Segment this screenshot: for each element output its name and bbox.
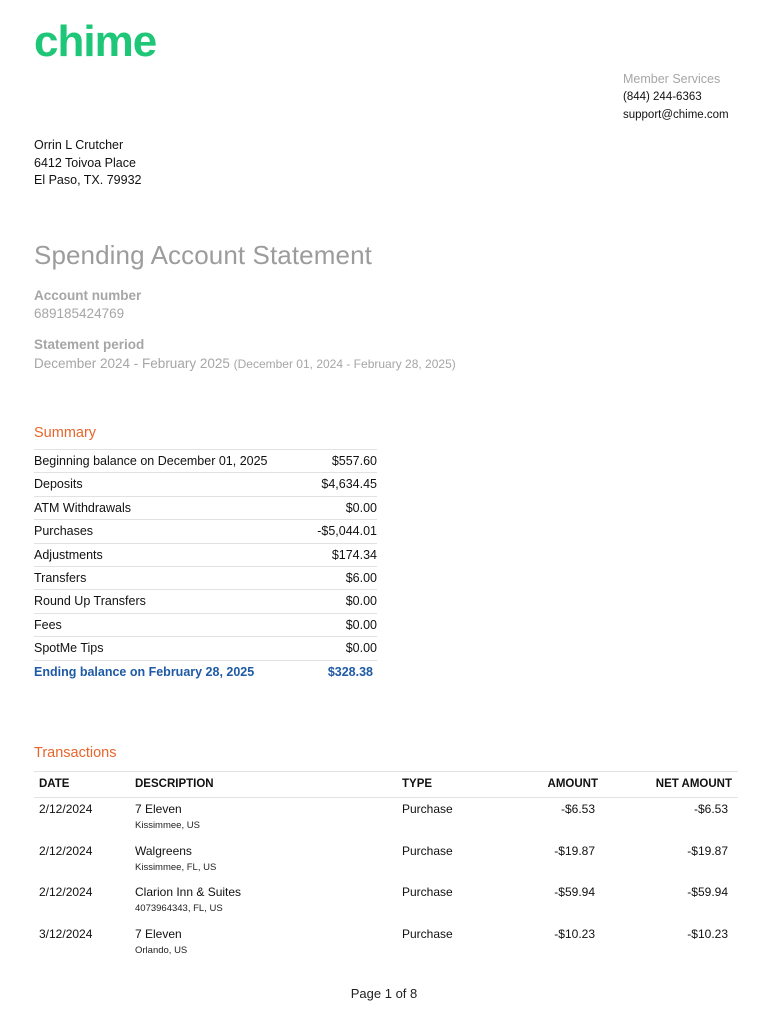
page-number: Page 1 of 8 [350, 986, 418, 1001]
mailing-address [34, 137, 141, 190]
summary-amount: $4,634.45 [321, 477, 377, 492]
table-row [34, 881, 738, 923]
address-street: 6412 Toivoa Place [34, 155, 136, 170]
tx-location: Orlando, US [135, 944, 188, 956]
summary-amount: $174.34 [331, 547, 377, 562]
summary-amount: $0.00 [345, 641, 377, 656]
tx-amount: -$19.87 [554, 843, 595, 858]
transactions-heading: Transactions [34, 745, 117, 761]
summary-row [34, 544, 377, 567]
tx-net-amount: -$59.94 [687, 885, 728, 899]
tx-merchant: 7 Eleven [135, 802, 182, 816]
tx-type: Purchase [402, 802, 453, 816]
summary-amount: $0.00 [345, 617, 377, 632]
header-type: TYPE [402, 778, 433, 790]
member-services-label: Member Services [623, 72, 721, 86]
summary-row [34, 637, 377, 660]
tx-date: 3/12/2024 [39, 926, 93, 941]
tx-location: 4073964343, FL, US [135, 903, 223, 914]
account-number-label: Account number [34, 288, 142, 303]
summary-label: Beginning balance on December 01, 2025 [34, 454, 268, 468]
tx-net-amount: -$10.23 [687, 926, 728, 941]
page-title: Spending Account Statement [34, 240, 372, 270]
transactions-header-row [34, 772, 738, 798]
member-services-phone: (844) 244-6363 [623, 91, 702, 103]
summary-label: Fees [34, 617, 62, 632]
tx-location: Kissimmee, FL, US [135, 861, 217, 873]
tx-type: Purchase [402, 843, 453, 858]
summary-amount: $557.60 [331, 454, 377, 468]
header-date: DATE [39, 778, 70, 790]
tx-amount: -$59.94 [554, 885, 595, 899]
summary-row [34, 497, 377, 520]
customer-name: Orrin L Crutcher [34, 138, 124, 152]
tx-date: 2/12/2024 [39, 802, 93, 816]
tx-merchant: 7 Eleven [135, 926, 182, 941]
summary-row [34, 520, 377, 543]
header-net-amount: NET AMOUNT [655, 778, 732, 790]
tx-date: 2/12/2024 [39, 885, 93, 899]
tx-net-amount: -$19.87 [687, 843, 728, 858]
summary-label: Deposits [34, 477, 83, 492]
summary-amount: $6.00 [345, 570, 377, 585]
tx-type: Purchase [402, 926, 453, 941]
chime-logo [34, 18, 166, 64]
header-description: DESCRIPTION [135, 778, 214, 790]
tx-net-amount: -$6.53 [693, 802, 728, 816]
tx-merchant: Walgreens [135, 843, 192, 858]
summary-amount: $0.00 [345, 594, 377, 609]
summary-label: Round Up Transfers [34, 594, 146, 609]
tx-amount: -$6.53 [560, 802, 595, 816]
summary-label: Purchases [34, 524, 94, 539]
tx-description [135, 844, 402, 882]
tx-merchant: Clarion Inn & Suites [135, 885, 242, 899]
ending-balance-amount: $328.38 [327, 664, 373, 679]
statement-period [34, 356, 456, 371]
tx-location: Kissimmee, US [135, 820, 200, 831]
table-row [34, 840, 738, 882]
summary-table [34, 449, 377, 684]
summary-label: Adjustments [34, 547, 103, 562]
tx-description [135, 802, 402, 840]
tx-amount: -$10.23 [554, 926, 595, 941]
tx-date: 2/12/2024 [39, 843, 93, 858]
account-number: 689185424769 [34, 306, 125, 321]
summary-label: SpotMe Tips [34, 641, 104, 656]
table-row [34, 798, 738, 840]
ending-balance-label: Ending balance on February 28, 2025 [34, 664, 255, 679]
summary-heading: Summary [34, 425, 97, 441]
summary-label: ATM Withdrawals [34, 500, 132, 515]
summary-row [34, 567, 377, 590]
statement-period-label: Statement period [34, 337, 145, 352]
address-city: El Paso, TX. 79932 [34, 173, 142, 187]
tx-type: Purchase [402, 885, 453, 899]
member-services-email: support@chime.com [623, 109, 729, 121]
summary-row [34, 450, 377, 473]
member-services-contact [623, 70, 733, 124]
statement-period-range: (December 01, 2024 - February 28, 2025) [233, 357, 456, 371]
header-amount: AMOUNT [547, 778, 598, 790]
summary-amount: $0.00 [345, 500, 377, 515]
summary-row [34, 473, 377, 496]
summary-amount: -$5,044.01 [317, 524, 377, 539]
svg-text:chime: chime [34, 18, 157, 64]
summary-row [34, 614, 377, 637]
tx-description [135, 885, 402, 923]
summary-label: Transfers [34, 570, 87, 585]
summary-row [34, 590, 377, 613]
ending-balance-row [34, 661, 377, 684]
table-row [34, 923, 738, 965]
statement-period-months: December 2024 - February 2025 [34, 356, 230, 371]
transactions-table [34, 771, 738, 964]
tx-description [135, 927, 402, 965]
